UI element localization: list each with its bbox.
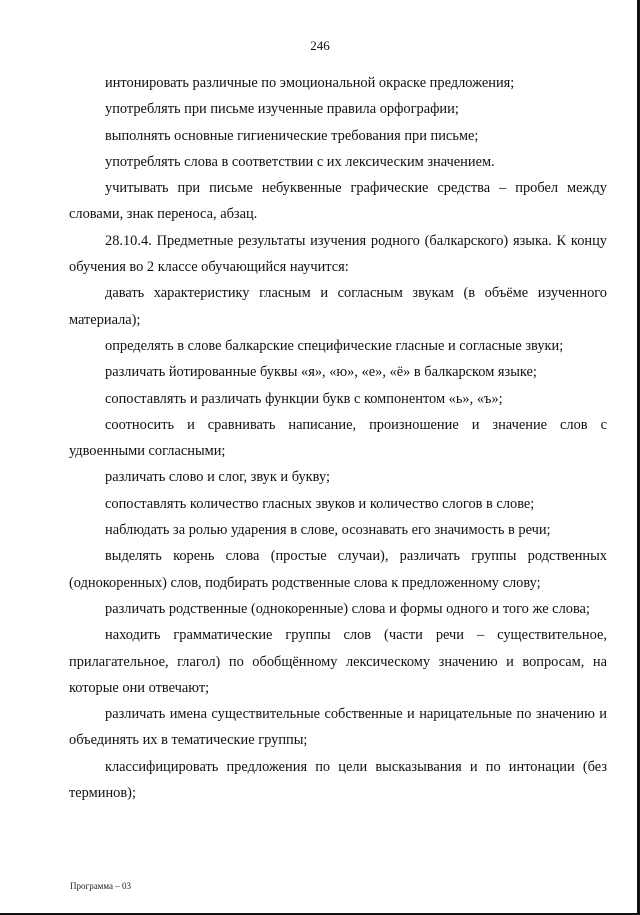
paragraph: различать имена существительные собственные и нарицательные по значению и объединять их в тематические группы; xyxy=(69,706,607,749)
paragraph: выделять корень слова (простые случаи), различать группы родственных (однокоренных) слов, подбирать родственные слова к предложенному слову; xyxy=(69,548,607,591)
page-number: 246 xyxy=(310,38,330,53)
paragraph: употреблять слова в соответствии с их лексическим значением. xyxy=(105,153,495,170)
paragraph: учитывать при письме небуквенные графические средства – пробел между словами, знак переноса, абзац. xyxy=(69,180,607,223)
paragraph: выполнять основные гигиенические требования при письме; xyxy=(105,127,479,144)
paragraph: различать йотированные буквы «я», «ю», «е», «ё» в балкарском языке; xyxy=(105,364,537,381)
paragraph: соотносить и сравнивать написание, произношение и значение слов с удвоенными согласными; xyxy=(69,416,607,460)
paragraph: классифицировать предложения по цели высказывания и по интонации (без терминов); xyxy=(69,758,607,802)
page-footer: Программа – 03 xyxy=(70,881,132,891)
paragraph: наблюдать за ролью ударения в слове, осознавать его значимость в речи; xyxy=(105,522,551,539)
paragraph: различать слово и слог, звук и букву; xyxy=(105,469,330,486)
section-heading-paragraph: 28.10.4. Предметные результаты изучения родного (балкарского) языка. К концу обучения во 2 классе обучающийся научится: xyxy=(69,232,607,276)
paragraph: давать характеристику гласным и согласным звукам (в объёме изученного материала); xyxy=(69,285,607,328)
paragraph: употреблять при письме изученные правила орфографии; xyxy=(105,101,459,118)
paragraph: различать родственные (однокоренные) слова и формы одного и того же слова; xyxy=(105,600,590,617)
paragraph: сопоставлять и различать функции букв с компонентом «ь», «ъ»; xyxy=(105,390,503,407)
paragraph: определять в слове балкарские специфические гласные и согласные звуки; xyxy=(105,337,564,354)
document-body xyxy=(69,70,607,806)
paragraph: интонировать различные по эмоциональной окраске предложения; xyxy=(105,75,515,91)
paragraph: сопоставлять количество гласных звуков и количество слогов в слове; xyxy=(105,495,535,512)
paragraph: находить грамматические группы слов (части речи – существительное, прилагательное, глагол) по обобщённому лексическому значению и вопросам, на которые они отвечают; xyxy=(69,627,607,696)
